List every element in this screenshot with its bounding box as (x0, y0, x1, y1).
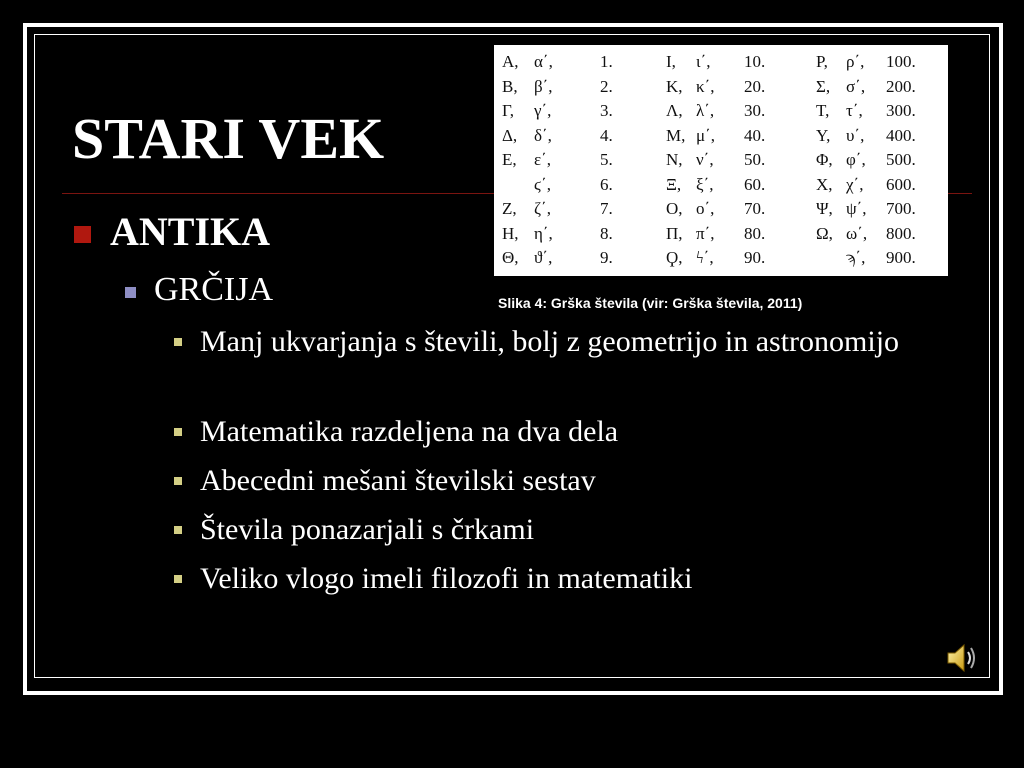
greek-numeral-cell: Ψ, (816, 199, 833, 218)
greek-numeral-cell: Ν, (666, 150, 683, 169)
greek-numeral-cell: μ΄, (696, 125, 716, 145)
greek-numeral-cell: π΄, (696, 223, 715, 243)
greek-numeral-cell: ξ΄, (696, 174, 714, 194)
greek-numeral-cell: 8. (600, 223, 613, 243)
greek-numeral-cell: Α, (502, 52, 519, 71)
greek-numeral-cell: 2. (600, 76, 613, 96)
greek-numeral-cell: γ΄, (534, 101, 552, 120)
square-bullet-icon (125, 287, 136, 298)
square-bullet-icon (174, 428, 182, 436)
greek-numeral-cell: ϛ΄, (534, 174, 552, 194)
greek-numeral-cell: 20. (744, 76, 766, 96)
greek-numeral-cell: β΄, (534, 76, 553, 96)
greek-numeral-cell: Ι, (666, 52, 676, 71)
greek-numeral-cell: Ζ, (502, 199, 517, 218)
greek-numeral-cell: ε΄, (534, 150, 552, 169)
greek-numeral-cell: 60. (744, 174, 766, 194)
figure-caption: Slika 4: Grška števila (vir: Grška števila, 2011) (498, 295, 803, 311)
bullet-item-text: Veliko vlogo imeli filozofi in matematiki (200, 562, 693, 595)
greek-numeral-cell: Υ, (816, 125, 831, 145)
greek-numeral-cell: ϟ΄, (696, 248, 714, 267)
greek-numeral-cell: Μ, (666, 125, 686, 145)
bullet-item-text: Manj ukvarjanja s števili, bolj z geometrijo in astronomijo (200, 325, 900, 358)
greek-numeral-cell: ι΄, (696, 52, 711, 71)
greek-numeral-cell: 100. (886, 52, 916, 71)
bullet-item-text: Abecedni mešani številski sestav (200, 464, 596, 497)
greek-numeral-cell: 50. (744, 150, 766, 169)
speaker-icon[interactable] (944, 640, 980, 676)
greek-numeral-cell: 1. (600, 52, 613, 71)
greek-numeral-cell: 30. (744, 101, 766, 120)
square-bullet-icon (174, 575, 182, 583)
greek-numeral-cell: Ο, (666, 199, 683, 218)
greek-numeral-cell: Ρ, (816, 52, 828, 71)
greek-numeral-cell: ψ΄, (846, 199, 867, 218)
greek-numeral-cell: Φ, (816, 150, 833, 169)
greek-numeral-cell: Θ, (502, 248, 519, 267)
square-bullet-icon (174, 526, 182, 534)
greek-numeral-cell: 70. (744, 199, 766, 218)
greek-numeral-cell: κ΄, (696, 76, 715, 96)
greek-numeral-cell: 10. (744, 52, 766, 71)
bullet-level2-text: GRČIJA (154, 271, 274, 308)
greek-numeral-cell: ϑ΄, (534, 248, 553, 267)
greek-numeral-cell: Γ, (502, 101, 515, 120)
greek-numeral-cell: ϡ΄, (846, 248, 866, 267)
greek-numeral-cell: 500. (886, 150, 916, 169)
greek-numeral-cell: 90. (744, 248, 766, 267)
greek-numeral-cell: ω΄, (846, 223, 868, 243)
greek-numeral-cell: Σ, (816, 76, 831, 96)
square-bullet-icon (74, 226, 91, 243)
bullet-item-text: Matematika razdeljena na dva dela (200, 415, 619, 448)
greek-numeral-cell: Δ, (502, 125, 518, 145)
square-bullet-icon (174, 338, 182, 346)
greek-numeral-cell: χ΄, (846, 174, 864, 194)
greek-numerals-image (494, 45, 948, 276)
greek-numeral-cell: Χ, (816, 174, 833, 194)
greek-numeral-cell: Λ, (666, 101, 683, 120)
greek-numeral-cell: ο΄, (696, 199, 715, 218)
greek-numeral-cell: 9. (600, 248, 613, 267)
greek-numeral-cell: 600. (886, 174, 916, 194)
greek-numeral-cell: Τ, (816, 101, 830, 120)
greek-numeral-cell: 7. (600, 199, 613, 218)
greek-numeral-cell: 900. (886, 248, 916, 267)
greek-numeral-cell: 6. (600, 174, 613, 194)
greek-numeral-cell: σ΄, (846, 76, 866, 96)
greek-numeral-cell: φ΄, (846, 150, 866, 169)
greek-numeral-cell: Η, (502, 223, 519, 243)
greek-numeral-cell: Ϙ, (666, 248, 683, 267)
greek-numeral-cell: 5. (600, 150, 613, 169)
greek-numeral-cell: 200. (886, 76, 916, 96)
greek-numeral-cell: 40. (744, 125, 766, 145)
greek-numeral-cell: Ε, (502, 150, 517, 169)
greek-numeral-cell: 80. (744, 223, 766, 243)
greek-numeral-cell: υ΄, (846, 125, 865, 145)
greek-numeral-cell: ν΄, (696, 150, 714, 169)
greek-numeral-cell: τ΄, (846, 101, 863, 120)
greek-numeral-cell: δ΄, (534, 125, 552, 145)
greek-numeral-cell: Π, (666, 223, 683, 243)
bullet-item-text: Števila ponazarjali s črkami (200, 513, 535, 546)
greek-numeral-cell: Κ, (666, 76, 683, 96)
greek-numeral-cell: η΄, (534, 223, 553, 243)
greek-numeral-cell: 3. (600, 101, 613, 120)
greek-numeral-cell: 400. (886, 125, 916, 145)
greek-numeral-cell: Ξ, (666, 174, 682, 194)
greek-numeral-cell: λ΄, (696, 101, 715, 120)
greek-numeral-cell: Β, (502, 76, 518, 96)
square-bullet-icon (174, 477, 182, 485)
greek-numeral-cell: 300. (886, 101, 916, 120)
greek-numeral-cell: 800. (886, 223, 916, 243)
greek-numeral-cell: ρ΄, (846, 52, 865, 71)
greek-numeral-cell: α΄, (534, 52, 553, 71)
greek-numeral-cell: 4. (600, 125, 613, 145)
greek-numeral-cell: ζ΄, (534, 199, 551, 218)
slide-title: STARI VEK (72, 106, 385, 171)
greek-numeral-cell: 700. (886, 199, 916, 218)
greek-numeral-cell: Ω, (816, 223, 833, 243)
bullet-level1-text: ANTIKA (110, 209, 271, 254)
